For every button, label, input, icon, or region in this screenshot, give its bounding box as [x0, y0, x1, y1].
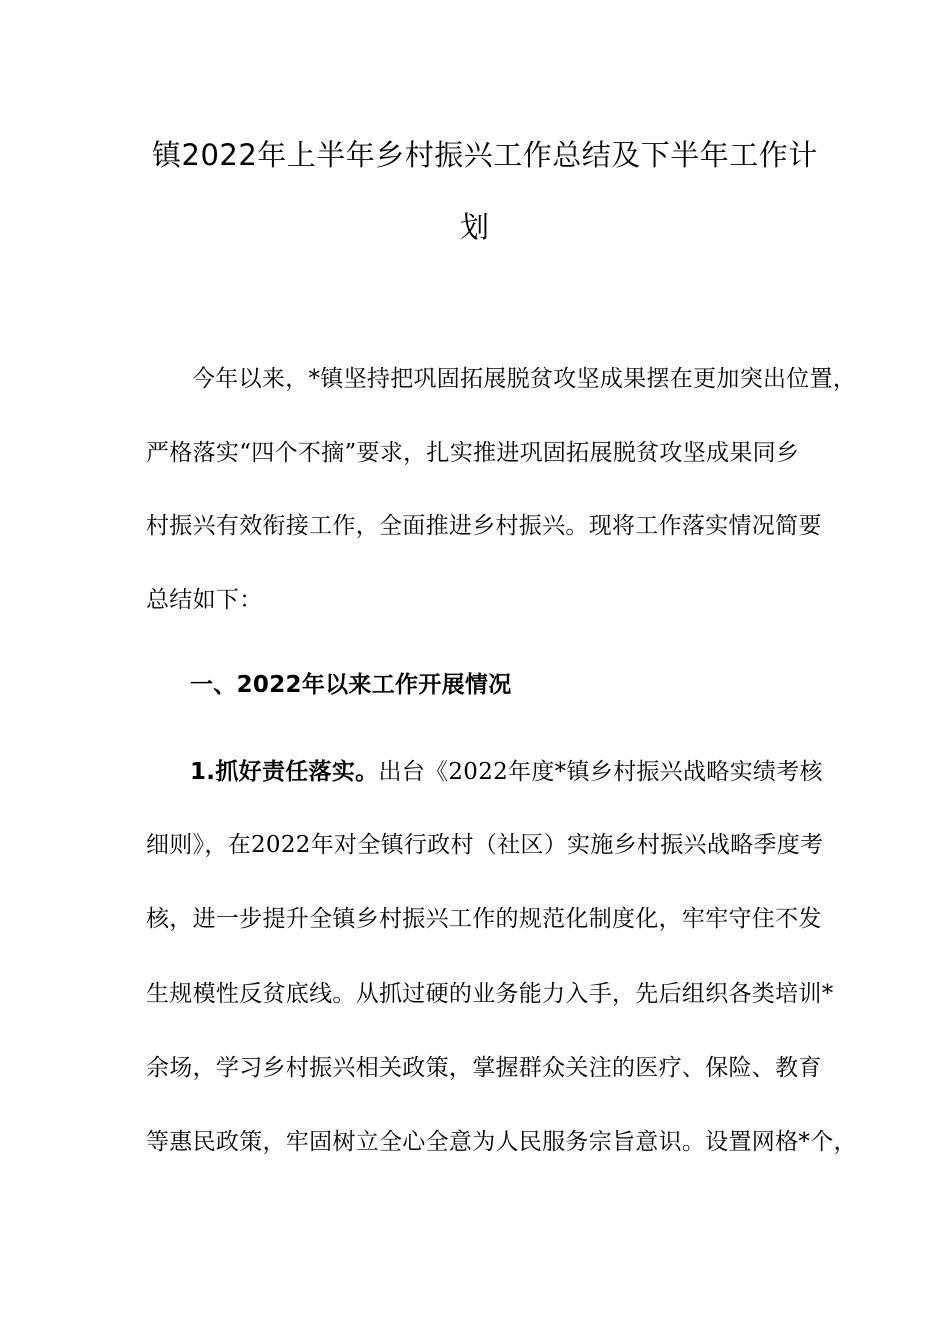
intro-line-4: 总结如下： — [146, 587, 263, 613]
item-1-lead: 1.抓好责任落实。 — [190, 759, 379, 785]
item-1-line-3: 核，进一步提升全镇乡村振兴工作的规范化制度化，牢牢守住不发 — [146, 906, 822, 932]
section-heading: 一、2022年以来工作开展情况 — [190, 672, 512, 698]
item-1-line-6: 等惠民政策，牢固树立全心全意为人民服务宗旨意识。设置网格*个， — [146, 1129, 857, 1155]
item-1-line-4: 生规模性反贫底线。从抓过硬的业务能力入手，先后组织各类培训* — [146, 981, 834, 1007]
intro-line-1: 今年以来，*镇坚持把巩固拓展脱贫攻坚成果摆在更加突出位置， — [192, 366, 857, 392]
item-1-line-2: 细则》，在2022年对全镇行政村（社区）实施乡村振兴战略季度考 — [146, 832, 824, 858]
item-1-line-5: 余场，学习乡村振兴相关政策，掌握群众关注的医疗、保险、教育 — [146, 1055, 822, 1081]
intro-line-3: 村振兴有效衔接工作，全面推进乡村振兴。现将工作落实情况简要 — [146, 513, 822, 539]
document-title-line-1: 镇2022年上半年乡村振兴工作总结及下半年工作计 — [152, 138, 818, 172]
item-1-line-1 — [190, 757, 823, 787]
intro-line-2: 严格落实“四个不摘”要求，扎实推进巩固拓展脱贫攻坚成果同乡 — [146, 440, 800, 466]
item-1-first-rest: 出台《2022年度*镇乡村振兴战略实绩考核 — [378, 759, 823, 785]
document-title-line-2: 划 — [460, 210, 490, 244]
